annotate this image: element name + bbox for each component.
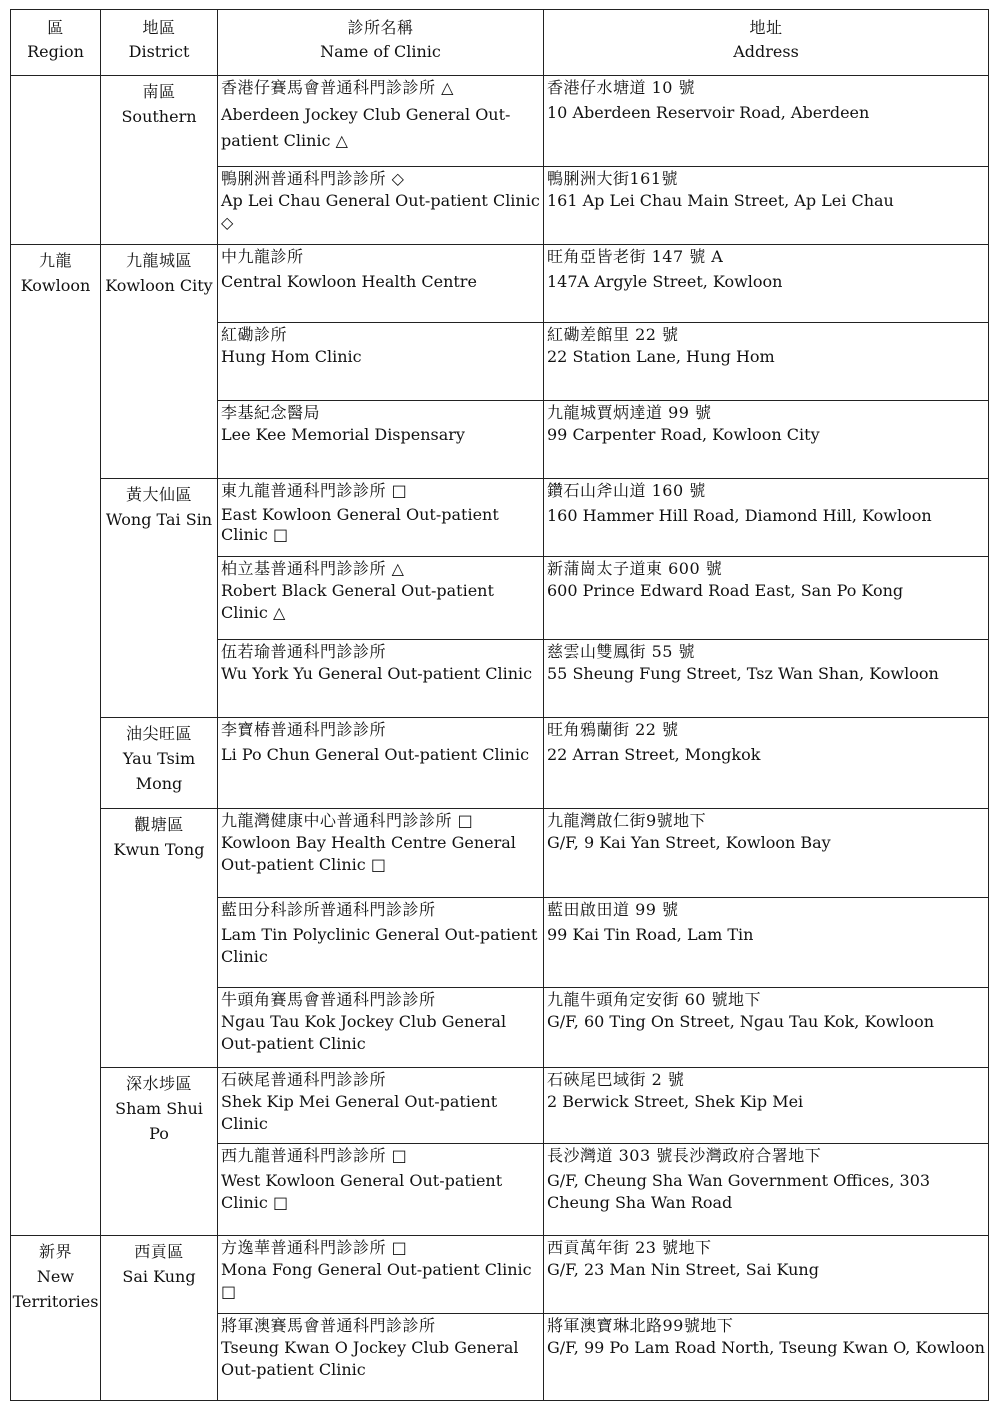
address-cell — [544, 1144, 989, 1236]
table-row — [11, 809, 989, 898]
clinic-name-zh: 藍田分科診所普通科門診診所 — [221, 900, 436, 919]
district-cell — [101, 245, 218, 479]
clinic-name-cell — [218, 898, 544, 988]
address-cell — [544, 76, 989, 167]
header-region-en: Region — [27, 42, 84, 61]
district-en: Kowloon City — [105, 276, 213, 295]
address-cell — [544, 479, 989, 557]
address-zh: 香港仔水塘道 10 號 — [547, 78, 696, 97]
district-cell — [101, 809, 218, 1068]
address-zh: 鑽石山斧山道 160 號 — [547, 481, 706, 500]
address-en: G/F, Cheung Sha Wan Government Offices, 303 Cheung Sha Wan Road — [547, 1171, 931, 1212]
region-cell — [11, 76, 101, 245]
address-cell — [544, 898, 989, 988]
clinic-name-zh: 西九龍普通科門診診所 □ — [221, 1146, 408, 1165]
clinic-name-cell — [218, 245, 544, 323]
clinic-name-zh: 石硤尾普通科門診診所 — [221, 1070, 387, 1089]
region-en: New Territories — [12, 1267, 99, 1311]
address-zh: 新蒲崗太子道東 600 號 — [547, 559, 723, 578]
clinic-name-en: Tseung Kwan O Jockey Club General Out-patient Clinic — [221, 1338, 519, 1379]
district-zh: 西貢區 — [134, 1242, 184, 1261]
header-address-en: Address — [733, 42, 799, 61]
clinic-name-zh: 紅磡診所 — [221, 325, 288, 344]
address-en: 22 Station Lane, Hung Hom — [547, 347, 775, 366]
address-en: 147A Argyle Street, Kowloon — [547, 272, 783, 291]
address-en: G/F, 23 Man Nin Street, Sai Kung — [547, 1260, 819, 1279]
address-cell — [544, 640, 989, 718]
district-cell — [101, 76, 218, 245]
header-clinic-en: Name of Clinic — [320, 42, 441, 61]
district-cell — [101, 1068, 218, 1236]
address-cell — [544, 167, 989, 245]
clinic-name-en: West Kowloon General Out-patient Clinic □ — [221, 1171, 503, 1212]
district-en: Kwun Tong — [113, 840, 205, 859]
address-en: 161 Ap Lei Chau Main Street, Ap Lei Chau — [547, 191, 894, 210]
clinic-name-en: Hung Hom Clinic — [221, 347, 362, 366]
address-zh: 慈雲山雙鳳街 55 號 — [547, 642, 696, 661]
clinic-name-zh: 九龍灣健康中心普通科門診診所 □ — [221, 811, 474, 830]
address-cell — [544, 1314, 989, 1401]
header-clinic-zh: 診所名稱 — [347, 18, 414, 37]
address-en: 99 Kai Tin Road, Lam Tin — [547, 925, 754, 944]
district-en: Wong Tai Sin — [105, 510, 213, 529]
address-en: 10 Aberdeen Reservoir Road, Aberdeen — [547, 103, 870, 122]
clinic-name-en: East Kowloon General Out-patient Clinic □ — [221, 505, 499, 544]
header-district-en: District — [128, 42, 190, 61]
address-cell — [544, 1068, 989, 1144]
clinic-table — [10, 9, 989, 1401]
clinic-name-zh: 將軍澳賽馬會普通科門診診所 — [221, 1316, 436, 1335]
clinic-name-cell — [218, 76, 544, 167]
clinic-name-cell — [218, 401, 544, 479]
address-en: 160 Hammer Hill Road, Diamond Hill, Kowloon — [547, 506, 932, 525]
clinic-name-cell — [218, 988, 544, 1068]
district-zh: 油尖旺區 — [125, 724, 192, 743]
clinic-name-zh: 東九龍普通科門診診所 □ — [221, 481, 408, 500]
district-zh: 南區 — [142, 82, 176, 101]
district-zh: 九龍城區 — [125, 251, 192, 270]
address-cell — [544, 718, 989, 809]
district-cell — [101, 479, 218, 718]
address-cell — [544, 1236, 989, 1314]
district-en: Southern — [121, 107, 197, 126]
table-row — [11, 718, 989, 809]
clinic-name-cell — [218, 640, 544, 718]
table-row — [11, 1236, 989, 1314]
clinic-name-zh: 方逸華普通科門診診所 □ — [221, 1238, 408, 1257]
region-zh: 九龍 — [38, 251, 72, 270]
clinic-name-cell — [218, 1068, 544, 1144]
address-cell — [544, 401, 989, 479]
table-row — [11, 76, 989, 167]
clinic-name-zh: 柏立基普通科門診診所 △ — [221, 559, 405, 578]
header-region-zh: 區 — [47, 18, 64, 37]
district-zh: 黃大仙區 — [125, 485, 192, 504]
header-region — [11, 10, 101, 76]
region-cell — [11, 245, 101, 1236]
clinic-name-cell — [218, 718, 544, 809]
clinic-name-en: Wu York Yu General Out-patient Clinic — [221, 664, 533, 683]
address-zh: 西貢萬年街 23 號地下 — [547, 1238, 712, 1257]
clinic-name-en: Lam Tin Polyclinic General Out-patient Clinic — [221, 925, 538, 966]
address-zh: 石硤尾巴域街 2 號 — [547, 1070, 685, 1089]
district-en: Yau Tsim Mong — [122, 749, 196, 793]
header-clinic — [218, 10, 544, 76]
address-cell — [544, 988, 989, 1068]
district-en: Sai Kung — [122, 1267, 196, 1286]
region-zh: 新界 — [38, 1242, 72, 1261]
address-en: 600 Prince Edward Road East, San Po Kong — [547, 581, 904, 600]
address-cell — [544, 557, 989, 640]
district-cell — [101, 1236, 218, 1401]
address-cell — [544, 323, 989, 401]
address-en: 2 Berwick Street, Shek Kip Mei — [547, 1092, 804, 1111]
address-zh: 旺角亞皆老街 147 號 A — [547, 247, 724, 266]
clinic-name-zh: 伍若瑜普通科門診診所 — [221, 642, 387, 661]
clinic-name-en: Kowloon Bay Health Centre General Out-patient Clinic □ — [221, 833, 516, 874]
address-en: 55 Sheung Fung Street, Tsz Wan Shan, Kowloon — [547, 664, 939, 683]
clinic-name-cell — [218, 809, 544, 898]
district-en: Sham Shui Po — [115, 1099, 203, 1143]
address-en: 99 Carpenter Road, Kowloon City — [547, 425, 820, 444]
clinic-name-en: Central Kowloon Health Centre — [221, 272, 477, 291]
address-zh: 藍田啟田道 99 號 — [547, 900, 679, 919]
address-en: G/F, 99 Po Lam Road North, Tseung Kwan O, Kowloon — [547, 1338, 985, 1357]
table-row — [11, 245, 989, 323]
header-district — [101, 10, 218, 76]
table-row — [11, 479, 989, 557]
header-row — [11, 10, 989, 76]
clinic-name-cell — [218, 323, 544, 401]
address-zh: 九龍灣啟仁街9號地下 — [547, 811, 707, 830]
clinic-name-en: Aberdeen Jockey Club General Out-patient Clinic △ — [221, 105, 511, 150]
clinic-name-en: Lee Kee Memorial Dispensary — [221, 425, 465, 444]
address-en: 22 Arran Street, Mongkok — [547, 745, 761, 764]
clinic-name-en: Robert Black General Out-patient Clinic △ — [221, 581, 494, 622]
region-en: Kowloon — [20, 276, 91, 295]
clinic-name-en: Mona Fong General Out-patient Clinic □ — [221, 1260, 532, 1301]
clinic-name-en: Ap Lei Chau General Out-patient Clinic ◇ — [221, 191, 540, 232]
clinic-name-cell — [218, 1236, 544, 1314]
clinic-name-en: Shek Kip Mei General Out-patient Clinic — [221, 1092, 498, 1133]
clinic-name-zh: 香港仔賽馬會普通科門診診所 △ — [221, 78, 454, 97]
clinic-name-cell — [218, 1144, 544, 1236]
address-zh: 紅磡差館里 22 號 — [547, 325, 679, 344]
district-zh: 深水埗區 — [125, 1074, 192, 1093]
header-district-zh: 地區 — [142, 18, 176, 37]
address-en: G/F, 9 Kai Yan Street, Kowloon Bay — [547, 833, 831, 852]
clinic-name-en: Li Po Chun General Out-patient Clinic — [221, 745, 530, 764]
address-cell — [544, 245, 989, 323]
address-zh: 旺角鴉蘭街 22 號 — [547, 720, 679, 739]
clinic-name-en: Ngau Tau Kok Jockey Club General Out-patient Clinic — [221, 1012, 507, 1053]
header-address — [544, 10, 989, 76]
address-zh: 將軍澳寶琳北路99號地下 — [547, 1316, 734, 1335]
address-zh: 九龍城賈炳達道 99 號 — [547, 403, 712, 422]
clinic-name-zh: 中九龍診所 — [221, 247, 304, 266]
clinic-name-zh: 牛頭角賽馬會普通科門診診所 — [221, 990, 436, 1009]
clinic-name-zh: 李基紀念醫局 — [221, 403, 321, 422]
header-address-zh: 地址 — [749, 18, 783, 37]
district-zh: 觀塘區 — [134, 815, 184, 834]
address-zh: 九龍牛頭角定安街 60 號地下 — [547, 990, 762, 1009]
clinic-name-cell — [218, 1314, 544, 1401]
address-zh: 長沙灣道 303 號長沙灣政府合署地下 — [547, 1146, 822, 1165]
district-cell — [101, 718, 218, 809]
address-cell — [544, 809, 989, 898]
region-cell — [11, 1236, 101, 1401]
clinic-name-cell — [218, 479, 544, 557]
clinic-name-zh: 鴨脷洲普通科門診診所 ◇ — [221, 169, 405, 188]
clinic-name-zh: 李寶椿普通科門診診所 — [221, 720, 387, 739]
clinic-name-cell — [218, 557, 544, 640]
address-en: G/F, 60 Ting On Street, Ngau Tau Kok, Kowloon — [547, 1012, 934, 1031]
address-zh: 鴨脷洲大街161號 — [547, 169, 679, 188]
table-row — [11, 1068, 989, 1144]
clinic-name-cell — [218, 167, 544, 245]
